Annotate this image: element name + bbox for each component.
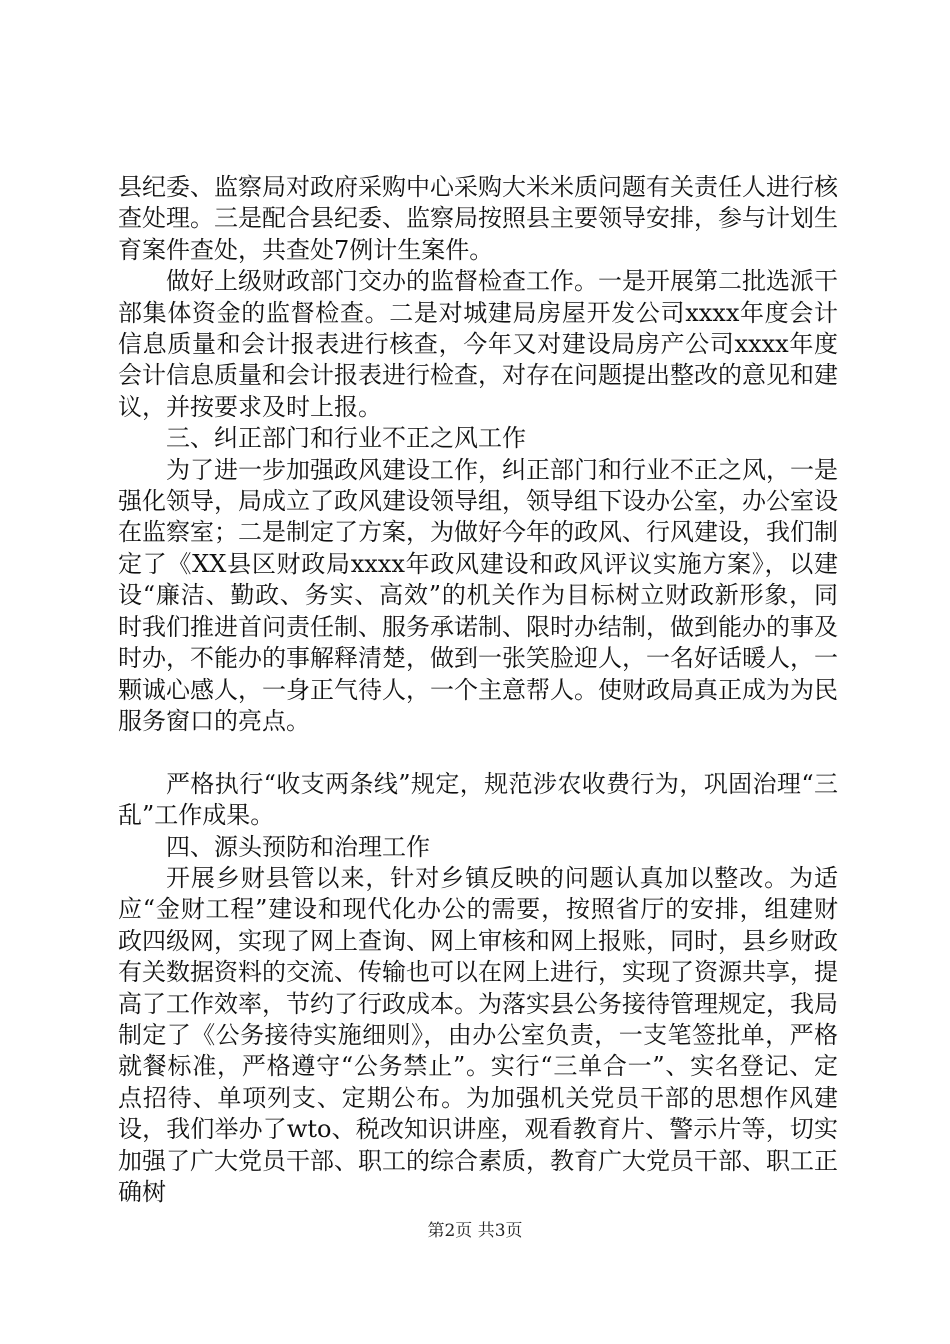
- document-body: [118, 172, 838, 1208]
- paragraph-source-prevention: 开展乡财县管以来，针对乡镇反映的问题认真加以整改。为适应“金财工程”建设和现代化办公的需要，按照省厅的安排，组建财政四级网，实现了网上查询、网上审核和网上报账，同时，县乡财政有关数据资料的交流、传输也可以在网上进行，实现了资源共享，提高了工作效率，节约了行政成本。为落实县公务接待管理规定，我局制定了《公务接待实施细则》，由办公室负责，一支笔签批单，严格就餐标准，严格遵守“公务禁止”。实行“三单合一”、实名登记、定点招待、单项列支、定期公布。为加强机关党员干部的思想作风建设，我们举办了wto、税改知识讲座，观看教育片、警示片等，切实加强了广大党员干部、职工的综合素质，教育广大党员干部、职工正确树: [118, 863, 838, 1206]
- section-heading-4: 四、源头预防和治理工作: [166, 832, 430, 861]
- page-footer: 第2页 共3页: [427, 1221, 523, 1241]
- paragraph-style-building: 为了进一步加强政风建设工作，纠正部门和行业不正之风，一是强化领导，局成立了政风建设领导组，领导组下设办公室，办公室设在监察室；二是制定了方案，为做好今年的政风、行风建设，我们制定了《XX县区财政局xxxx年政风建设和政风评议实施方案》，以建设“廉洁、勤政、务实、高效”的机关作为目标树立财政新形象，同时我们推进首问责任制、服务承诺制、限时办结制，做到能办的事及时办，不能办的事解释清楚，做到一张笑脸迎人，一名好话暖人，一颗诚心感人，一身正气待人，一个主意帮人。使财政局真正成为为民服务窗口的亮点。: [118, 455, 838, 735]
- blank-line: [118, 737, 838, 768]
- section-heading-3: 三、纠正部门和行业不正之风工作: [166, 424, 526, 453]
- paragraph-two-lines: 严格执行“收支两条线”规定，规范涉农收费行为，巩固治理“三乱”工作成果。: [118, 769, 838, 830]
- paragraph-supervision: 做好上级财政部门交办的监督检查工作。一是开展第二批选派干部集体资金的监督检查。二是对城建局房屋开发公司xxxx年度会计信息质量和会计报表进行核查，今年又对建设局房产公司xxxx年度会计信息质量和会计报表进行检查，对存在问题提出整改的意见和建议，并按要求及时上报。: [118, 267, 838, 421]
- paragraph-continuation: 县纪委、监察局对政府采购中心采购大米米质问题有关责任人进行核查处理。三是配合县纪委、监察局按照县主要领导安排，参与计划生育案件查处，共查处7例计生案件。: [118, 173, 838, 264]
